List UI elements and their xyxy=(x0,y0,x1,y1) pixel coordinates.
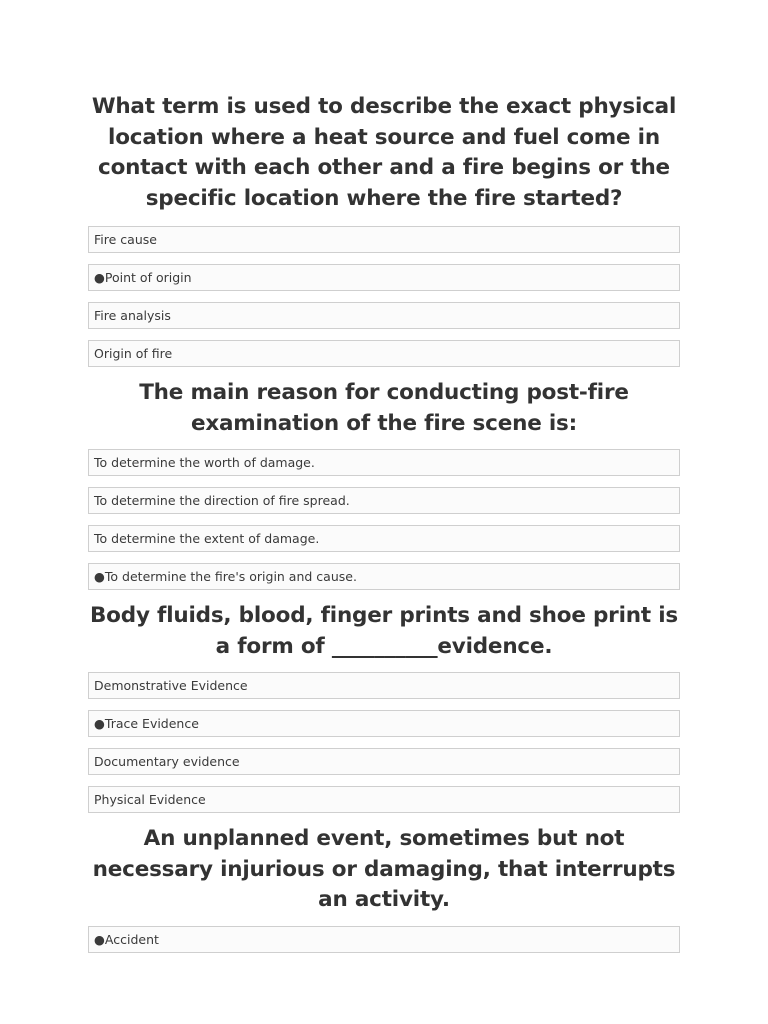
question-block-2 xyxy=(88,378,680,590)
answer-option[interactable]: Documentary evidence xyxy=(88,748,680,775)
answer-option[interactable]: To determine the worth of damage. xyxy=(88,449,680,476)
question-block-3 xyxy=(88,601,680,813)
quiz-page xyxy=(88,92,680,964)
question-1-text: What term is used to describe the exact physical location where a heat source and fuel come in contact with each other and a fire begins or the specific location where the fire started? xyxy=(91,94,677,211)
answer-option-selected[interactable]: ●Point of origin xyxy=(88,264,680,291)
question-4-text: An unplanned event, sometimes but not necessary injurious or damaging, that interrupts an activity. xyxy=(92,826,676,912)
answer-option[interactable]: To determine the extent of damage. xyxy=(88,525,680,552)
answer-option-selected[interactable]: ●Trace Evidence xyxy=(88,710,680,737)
question-2-options xyxy=(88,449,680,590)
question-block-4 xyxy=(88,824,680,953)
answer-option[interactable]: Fire analysis xyxy=(88,302,680,329)
answer-option-selected[interactable]: ●Accident xyxy=(88,926,680,953)
question-1-options xyxy=(88,226,680,367)
question-3-options xyxy=(88,672,680,813)
question-2-text: The main reason for conducting post-fire examination of the fire scene is: xyxy=(139,380,629,436)
answer-option[interactable]: To determine the direction of fire spread. xyxy=(88,487,680,514)
answer-option[interactable]: Physical Evidence xyxy=(88,786,680,813)
question-block-1 xyxy=(88,92,680,367)
answer-option-selected[interactable]: ●To determine the fire's origin and cause. xyxy=(88,563,680,590)
answer-option[interactable]: Origin of fire xyxy=(88,340,680,367)
answer-option[interactable]: Demonstrative Evidence xyxy=(88,672,680,699)
question-4-options xyxy=(88,926,680,953)
question-3-text: Body fluids, blood, finger prints and shoe print is a form of __________evidence. xyxy=(90,603,678,659)
answer-option[interactable]: Fire cause xyxy=(88,226,680,253)
